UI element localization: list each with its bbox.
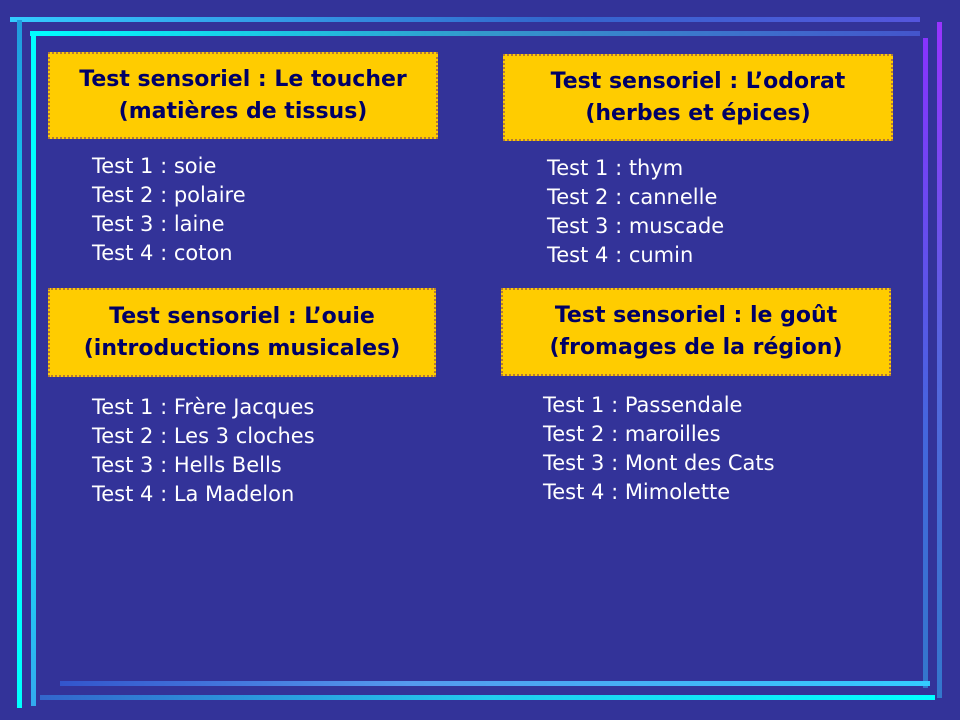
decorative-bar-bottom-inner	[40, 695, 935, 700]
section-subtitle-line: (fromages de la région)	[549, 335, 843, 360]
section-title-line: Test sensoriel : Le toucher	[79, 66, 407, 92]
test-list-smell	[547, 154, 724, 270]
list-item: Test 3 : muscade	[547, 214, 725, 238]
decorative-bar-left-outer	[17, 20, 22, 708]
section-title-line: Test sensoriel : L’odorat	[550, 68, 846, 94]
section-title-hearing	[48, 288, 436, 377]
decorative-bar-top-inner	[30, 31, 920, 36]
decorative-bar-right-inner	[923, 38, 928, 688]
list-item: Test 4 : La Madelon	[92, 482, 295, 506]
list-item: Test 2 : cannelle	[547, 185, 718, 209]
list-item: Test 1 : thym	[547, 156, 684, 180]
list-item: Test 4 : coton	[92, 241, 233, 265]
list-item: Test 2 : Les 3 cloches	[92, 424, 315, 448]
test-list-taste	[543, 391, 775, 507]
decorative-bar-bottom-outer	[60, 681, 930, 686]
list-item: Test 1 : Passendale	[543, 393, 743, 417]
list-item: Test 1 : Frère Jacques	[92, 395, 315, 419]
section-subtitle-line: (introductions musicales)	[83, 335, 401, 361]
decorative-bar-left-inner	[31, 34, 36, 706]
test-list-hearing	[92, 393, 315, 509]
decorative-bar-top-outer	[10, 17, 920, 22]
list-item: Test 3 : laine	[92, 212, 225, 236]
section-title-line: Test sensoriel : le goût	[554, 303, 838, 328]
list-item: Test 3 : Mont des Cats	[543, 451, 775, 475]
section-title-line: Test sensoriel : L’ouie	[109, 303, 375, 329]
section-subtitle-line: (matières de tissus)	[118, 98, 368, 124]
section-title-taste	[501, 288, 891, 376]
section-title-smell	[503, 54, 893, 141]
section-subtitle-line: (herbes et épices)	[585, 100, 811, 126]
list-item: Test 2 : maroilles	[543, 422, 721, 446]
section-title-touch	[48, 52, 438, 139]
list-item: Test 4 : cumin	[547, 243, 694, 267]
test-list-touch	[92, 152, 246, 268]
decorative-bar-right-outer	[937, 22, 942, 698]
list-item: Test 4 : Mimolette	[543, 480, 731, 504]
list-item: Test 2 : polaire	[92, 183, 246, 207]
list-item: Test 1 : soie	[92, 154, 217, 178]
list-item: Test 3 : Hells Bells	[92, 453, 282, 477]
